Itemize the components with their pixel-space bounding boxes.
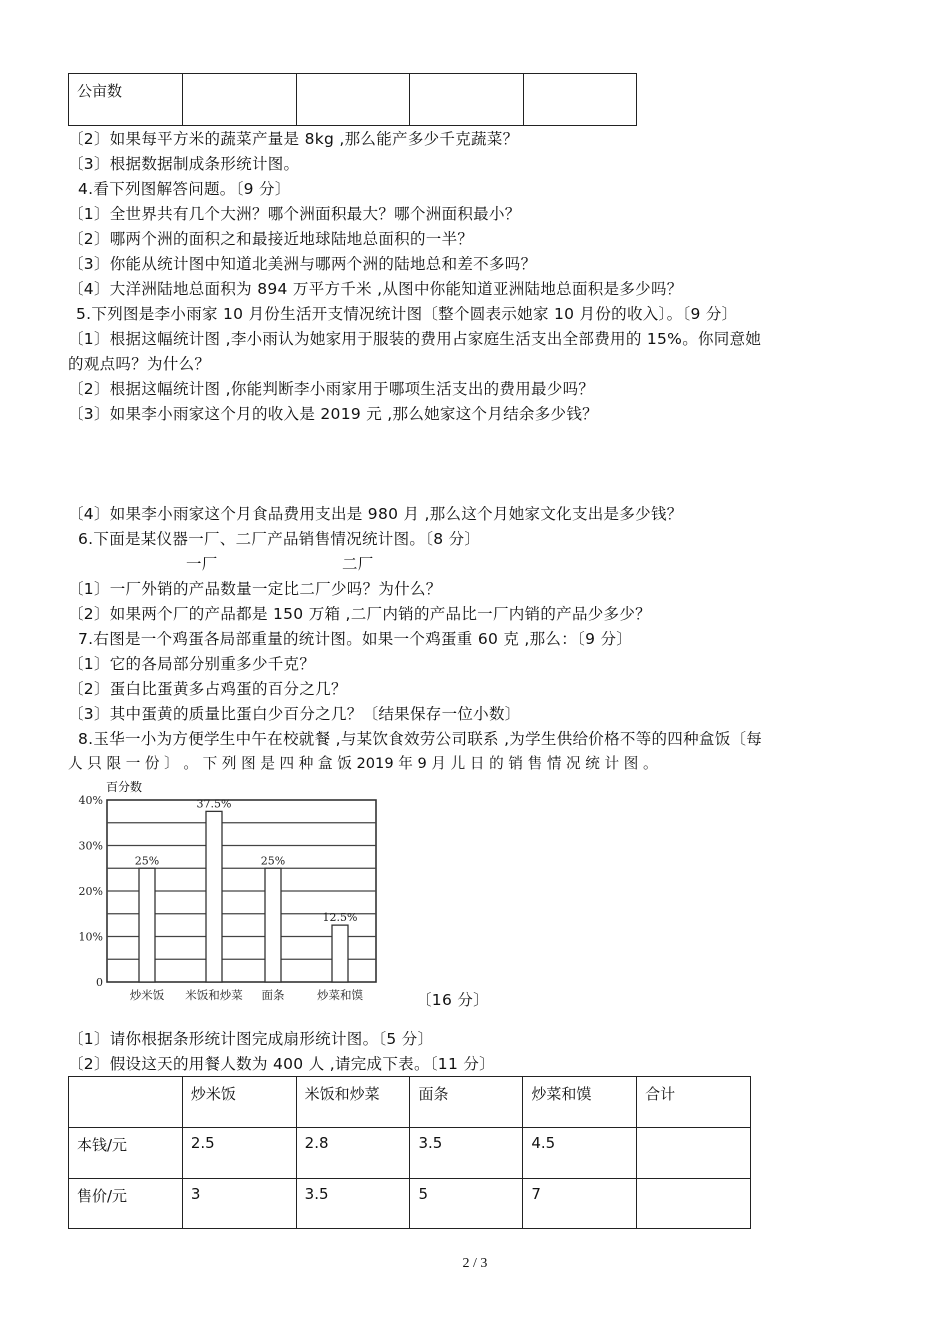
table-header-cell: 合计 — [637, 1077, 751, 1128]
table-cell — [182, 74, 296, 126]
question-5-4: 〔4〕如果李小雨家这个月食品费用支出是 980 月 ,那么这个月她家文化支出是多少钱？ — [68, 505, 683, 523]
table-cell — [410, 74, 524, 126]
question-6-heading: 6.下面是某仪器一厂、二厂产品销售情况统计图。〔8 分〕 — [78, 530, 481, 548]
table-row — [69, 1179, 751, 1229]
question-4-4: 〔4〕大洋洲陆地总面积为 894 万平方千米 ,从图中你能知道亚洲陆地总面积是多少吗？ — [68, 280, 683, 298]
table-row-label: 本钱/元 — [69, 1128, 183, 1179]
question-4-1: 〔1〕全世界共有几个大洲？哪个洲面积最大？哪个洲面积最小？ — [68, 205, 521, 223]
table-cell: 4.5 — [523, 1128, 637, 1179]
table-row — [69, 1128, 751, 1179]
bar-value-label: 12.5% — [322, 911, 358, 925]
question-7-3: 〔3〕其中蛋黄的质量比蛋白少百分之几？〔结果保存一位小数〕 — [68, 705, 521, 723]
table-header-cell: 米饭和炒菜 — [296, 1077, 410, 1128]
question-3-3: 〔3〕根据数据制成条形统计图。 — [68, 155, 300, 173]
question-4-3: 〔3〕你能从统计图中知道北美洲与哪两个洲的陆地总和差不多吗？ — [68, 255, 537, 273]
question-5-2: 〔2〕根据这幅统计图 ,你能判断李小雨家用于哪项生活支出的费用最少吗？ — [68, 380, 595, 398]
table-cell: 3.5 — [410, 1128, 523, 1179]
factory-2-label: 二厂 — [342, 555, 374, 573]
x-category-label: 面条 — [261, 988, 285, 1002]
question-8-heading-line1: 8.玉华一小为方便学生中午在校就餐 ,与某饮食效劳公司联系 ,为学生供给价格不等的四种盒饭〔每 — [78, 730, 763, 748]
question-7-1: 〔1〕它的各局部分别重多少千克？ — [68, 655, 316, 673]
y-tick-label: 30% — [78, 839, 103, 853]
question-4-heading: 4.看下列图解答问题。〔9 分〕 — [78, 180, 291, 198]
y-tick-label: 20% — [78, 885, 103, 898]
question-6-2: 〔2〕如果两个厂的产品都是 150 万箱 ,二厂内销的产品比一厂内销的产品少多少？ — [68, 605, 651, 623]
question-5-3: 〔3〕如果李小雨家这个月的收入是 2019 元 ,那么她家这个月结余多少钱？ — [68, 405, 598, 423]
lunch-sales-bar-chart — [70, 776, 415, 1004]
question-7-heading: 7.右图是一个鸡蛋各局部重量的统计图。如果一个鸡蛋重 60 克 ,那么：〔9 分〕 — [78, 630, 633, 648]
question-7-2: 〔2〕蛋白比蛋黄多占鸡蛋的百分之几？ — [68, 680, 347, 698]
y-tick-label: 0 — [96, 976, 103, 989]
table-cell: 2.8 — [296, 1128, 410, 1179]
x-category-label: 炒米饭 — [129, 988, 165, 1002]
question-5-heading: 5.下列图是李小雨家 10 月份生活开支情况统计图〔整个圆表示她家 10 月份的收入〕。〔9 分〕 — [76, 305, 738, 323]
question-6-1: 〔1〕一厂外销的产品数量一定比二厂少吗？为什么？ — [68, 580, 442, 598]
question-8-2: 〔2〕假设这天的用餐人数为 400 人 ,请完成下表。〔11 分〕 — [68, 1055, 495, 1073]
bar-4 — [332, 925, 348, 982]
table-cell: 5 — [410, 1179, 523, 1229]
question-5-1-line1: 〔1〕根据这幅统计图 ,李小雨认为她家用于服装的费用占家庭生活支出全部费用的 15%。你同意她 — [68, 330, 762, 348]
lunch-price-table — [68, 1076, 751, 1229]
table-cell — [296, 74, 410, 126]
table-header-cell: 炒菜和馍 — [523, 1077, 637, 1128]
table-header-cell: 炒米饭 — [182, 1077, 296, 1128]
y-axis-label: 百分数 — [106, 780, 143, 794]
question-4-2: 〔2〕哪两个洲的面积之和最接近地球陆地总面积的一半？ — [68, 230, 474, 248]
chart-bars — [130, 797, 364, 1002]
table-cell — [637, 1128, 751, 1179]
question-8-heading-line2: 人 只 限 一 份 〕 。 下 列 图 是 四 种 盒 饭 2019 年 9 月 儿 日 的 销 售 情 况 统 计 图 。 — [68, 755, 658, 772]
question-8-1: 〔1〕请你根据条形统计图完成扇形统计图。〔5 分〕 — [68, 1030, 434, 1048]
question-5-1-line2: 的观点吗？为什么？ — [68, 355, 211, 373]
table-cell: 3 — [182, 1179, 296, 1229]
page-number: 2 / 3 — [462, 1256, 488, 1271]
bar-value-label: 25% — [260, 854, 286, 868]
table-cell: 2.5 — [182, 1128, 296, 1179]
table-cell — [637, 1179, 751, 1229]
factory-1-label: 一厂 — [186, 555, 218, 573]
bar-2 — [206, 811, 222, 982]
question-3-2: 〔2〕如果每平方米的蔬菜产量是 8kg ,那么能产多少千克蔬菜？ — [68, 130, 519, 148]
table-cell — [524, 74, 637, 126]
table-row-label: 售价/元 — [69, 1179, 183, 1229]
table-header-cell: 面条 — [410, 1077, 523, 1128]
table-header-cell — [69, 1077, 183, 1128]
bar-3 — [265, 868, 281, 982]
table-cell: 3.5 — [296, 1179, 410, 1229]
question-8-score: 〔16 分〕 — [416, 991, 489, 1009]
y-tick-label: 40% — [78, 794, 103, 807]
x-category-label: 米饭和炒菜 — [185, 988, 243, 1002]
vegetable-area-table — [68, 73, 637, 126]
table-header-row — [69, 1077, 751, 1128]
bar-1 — [139, 868, 155, 982]
bar-value-label: 37.5% — [196, 797, 232, 811]
table-cell: 7 — [523, 1179, 637, 1229]
x-category-label: 炒菜和馍 — [317, 988, 363, 1002]
bar-value-label: 25% — [134, 854, 160, 868]
y-tick-label: 10% — [78, 930, 103, 944]
table-row-label: 公亩数 — [69, 74, 183, 126]
